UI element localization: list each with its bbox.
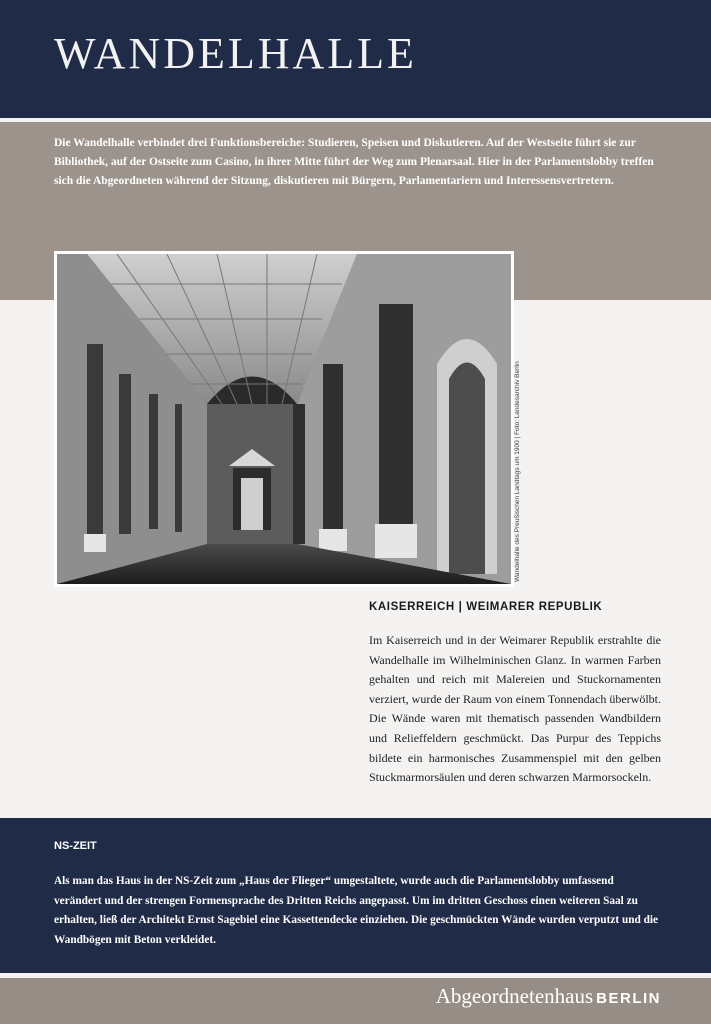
- kaiserreich-text: Im Kaiserreich und in der Weimarer Republik erstrahlte die Wandelhalle im Wilhelminischen Glanz. In warmen Farben gehalten und reich mit Malereien und Stuckornamenten verziert, wurde der Raum von einem Tonnendach überwölbt. Die Wände waren mit thematisch passenden Wandbildern und Relieffeldern geschmückt. Das Purpur des Teppichs bildete ein harmonisches Zusammenspiel mit den gelben Stuckmarmorsäulen und deren schwarzen Marmorsockeln.: [369, 633, 661, 785]
- intro-text: Die Wandelhalle verbindet drei Funktionsbereiche: Studieren, Speisen und Diskutieren. Auf der Westseite führt sie zur Bibliothek, auf der Ostseite zum Casino, in ihrer Mitte führt der Weg zum Plenarsaal. Hier in der Parlamentslobby treffen sich die Abgeordneten während der Sitzung, diskutieren mit Bürgern, Parlamentariern und Interessensvertretern.: [54, 137, 654, 187]
- photo-caption: Wandelhalle des Preußischen Landtags um 1900 | Foto: Landesarchiv Berlin: [514, 361, 521, 582]
- historic-photo: [57, 254, 511, 584]
- brand-bold: BERLIN: [596, 990, 661, 1007]
- page-title: WANDELHALLE: [54, 29, 417, 78]
- ns-zeit-text: Als man das Haus in der NS-Zeit zum „Haus der Flieger“ umgestaltete, wurde auch die Parlamentslobby umfassend verändert und der strengen Formensprache des Dritten Reichs angepasst. Um im dritten Geschoss einen weiteren Saal zu erhalten, ließ der Architekt Ernst Sagebiel eine Kassettendecke einziehen. Die geschmückten Wände wurden verputzt und die Wandbögen mit Beton verkleidet.: [54, 875, 659, 946]
- kaiserreich-heading: KAISERREICH | WEIMARER REPUBLIK: [369, 601, 603, 613]
- brand-logo: [436, 984, 661, 1009]
- hall-interior-illustration: [57, 254, 511, 584]
- title-banner: [0, 0, 711, 118]
- ns-zeit-panel: [0, 818, 711, 973]
- footer-bar: [0, 978, 711, 1024]
- ns-zeit-heading: NS-ZEIT: [54, 840, 97, 852]
- brand-main: Abgeordnetenhaus: [435, 984, 594, 1008]
